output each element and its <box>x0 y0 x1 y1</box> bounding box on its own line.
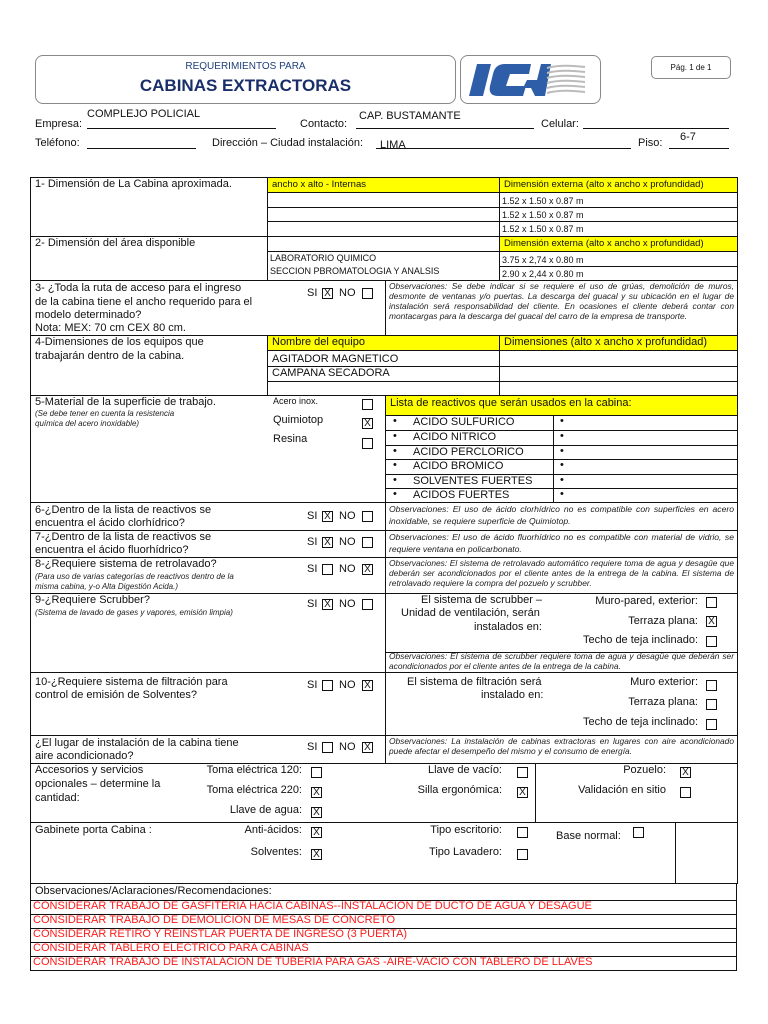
reactivo-item[interactable]: ACIDO SULFURICO <box>413 416 515 428</box>
q10-option-label: Muro exterior: <box>630 676 698 688</box>
q9-install-text: Unidad de ventilación, serán <box>401 607 540 619</box>
contacto-label: Contacto: <box>300 118 348 130</box>
q11-si-label: SI <box>307 741 318 753</box>
acc-label: Accesorios y servicios <box>35 764 144 776</box>
q10-checkbox-muro[interactable] <box>706 680 717 691</box>
q9-checkbox-terraza[interactable]: X <box>706 616 717 627</box>
q5-note: (Se debe tener en cuenta la resistencia <box>35 409 175 418</box>
q3-label: de la cabina tiene el ancho requerido para el <box>35 296 253 308</box>
acc-label: opcionales – determine la <box>35 778 161 790</box>
q2-external-header: Dimensión externa (alto x ancho x profundidad) <box>499 236 738 252</box>
q10-install-text: El sistema de filtración será <box>407 676 542 688</box>
q9-option-label: Techo de teja inclinado: <box>583 634 698 646</box>
gab-checkbox-escritorio[interactable] <box>517 827 528 838</box>
q5-label: 5-Material de la superficie de trabajo. <box>35 396 216 408</box>
q3-no-checkbox[interactable] <box>362 288 373 299</box>
gab-checkbox-solventes[interactable]: X <box>311 849 322 860</box>
q9-checkbox-muro[interactable] <box>706 597 717 608</box>
q4-equipment[interactable]: CAMPANA SECADORA <box>272 367 390 379</box>
q1-dim[interactable]: 1.52 x 1.50 x 0.87 m <box>502 210 584 220</box>
acc-label: cantidad: <box>35 792 80 804</box>
gab-item-label: Anti-ácidos: <box>244 824 302 836</box>
q9-option-label: Muro-pared, exterior: <box>595 595 698 607</box>
contacto-line <box>356 128 534 129</box>
reactivo-bullet: • <box>393 415 397 427</box>
acc-checkbox-silla[interactable]: X <box>517 787 528 798</box>
divider <box>267 207 738 208</box>
empresa-field[interactable]: COMPLEJO POLICIAL <box>87 108 201 120</box>
q10-label: 10-¿Requiere sistema de filtración para <box>35 676 228 688</box>
q4-label: 4-Dimensiones de los equipos que <box>35 336 204 348</box>
q7-no-label: NO <box>339 536 356 548</box>
celular-field[interactable] <box>583 128 729 129</box>
divider <box>499 350 500 395</box>
q4-equipment[interactable]: AGITADOR MAGNETICO <box>272 353 399 365</box>
q1-dim[interactable]: 1.52 x 1.50 x 0.87 m <box>502 224 584 234</box>
q5-option-label: Quimiotop <box>273 414 324 426</box>
celular-label: Celular: <box>541 118 579 130</box>
q7-observations: Observaciones: El uso de ácido fluorhídrico no es compatible con material de vidrio, se requiere ventana en policarbonato. <box>389 532 734 554</box>
q8-si-label: SI <box>307 563 318 575</box>
q5-option-label: Acero inox. <box>273 396 319 406</box>
q9-option-label: Terraza plana: <box>628 615 698 627</box>
q9-no-label: NO <box>339 598 356 610</box>
q10-option-label: Terraza plana: <box>628 696 698 708</box>
divider <box>30 822 738 823</box>
q10-no-checkbox[interactable]: X <box>362 680 373 691</box>
reactivo-bullet: • <box>560 430 564 442</box>
observation-line[interactable]: CONSIDERAR TABLERO ELECTRICO PARA CABINAS <box>33 942 309 954</box>
q10-option-label: Techo de teja inclinado: <box>583 716 698 728</box>
q10-si-checkbox[interactable] <box>322 680 333 691</box>
reactivo-bullet: • <box>560 459 564 471</box>
q5-checkbox-resina[interactable] <box>362 438 373 449</box>
observations-title: Observaciones/Aclaraciones/Recomendaciones: <box>35 885 272 897</box>
reactivo-bullet: • <box>393 488 397 500</box>
q4-equipment-header: Nombre del equipo <box>267 335 500 351</box>
q2-area-name[interactable]: SECCION PBROMATOLOGIA Y ANALSIS <box>270 266 440 276</box>
q6-si-label: SI <box>307 510 318 522</box>
observation-line[interactable]: CONSIDERAR TRABAJO DE DEMOLICION DE MESAS DE CONCRETO <box>33 914 396 926</box>
q9-observations: Observaciones: El sistema de scrubber requiere toma de agua y desagüe que deberán ser acondicionados por el cliente antes de la entrega de la cabina. <box>389 652 734 671</box>
acc-checkbox-toma220[interactable]: X <box>311 787 322 798</box>
divider <box>267 350 268 395</box>
divider <box>675 822 676 884</box>
q1-dim[interactable]: 1.52 x 1.50 x 0.87 m <box>502 196 584 206</box>
acc-item-label: Pozuelo: <box>623 764 666 776</box>
q9-no-checkbox[interactable] <box>362 599 373 610</box>
reactivo-bullet: • <box>560 445 564 457</box>
q6-label: 6-¿Dentro de la lista de reactivos se <box>35 504 212 516</box>
divider <box>267 251 499 252</box>
acc-checkbox-llave-agua[interactable]: X <box>311 807 322 818</box>
reactivo-item[interactable]: ACIDOS FUERTES <box>413 489 510 501</box>
q7-si-checkbox[interactable]: X <box>322 537 333 548</box>
q1-internal-header: ancho x alto - Internas <box>267 177 500 193</box>
q6-no-label: NO <box>339 510 356 522</box>
q2-area-dim[interactable]: 2.90 x 2,44 x 0.80 m <box>502 269 584 279</box>
piso-label: Piso: <box>638 137 663 149</box>
direccion-field[interactable]: LIMA <box>380 139 406 151</box>
divider <box>267 192 268 236</box>
gab-item-label: Solventes: <box>250 846 302 858</box>
q3-no-label: NO <box>339 287 356 299</box>
q9-si-checkbox[interactable]: X <box>322 599 333 610</box>
reactivo-bullet: • <box>560 488 564 500</box>
reactivo-item[interactable]: ACIDO NITRICO <box>413 431 497 443</box>
q8-no-checkbox[interactable]: X <box>362 564 373 575</box>
empresa-label: Empresa: <box>35 118 83 130</box>
q9-checkbox-techo[interactable] <box>706 636 717 647</box>
q5-note: química del acero inoxidable) <box>35 419 140 428</box>
acc-checkbox-pozuelo[interactable]: X <box>680 767 691 778</box>
q5-checkbox-acero[interactable] <box>362 399 373 410</box>
q5-option-label: Resina <box>273 433 308 445</box>
q9-install-text: instalados en: <box>474 621 542 633</box>
divider <box>30 672 738 673</box>
q9-si-label: SI <box>307 598 318 610</box>
gab-item-label: Base normal: <box>556 830 621 842</box>
divider <box>499 192 500 236</box>
q7-si-label: SI <box>307 536 318 548</box>
q9-label: 9-¿Requiere Scrubber? <box>35 594 150 606</box>
q6-observations: Observaciones: El uso de ácido clorhídrico no es compatible con superficies en acero inoxidable, se requiere superficie de Quimiotop. <box>389 504 734 526</box>
q11-observations: Observaciones: La instalación de cabinas extractoras en lugares con aire acondicionado puede afectar el desempeño del mismo y el consumo de energía. <box>389 736 734 756</box>
direccion-line <box>376 148 631 149</box>
divider <box>553 415 554 502</box>
q6-si-checkbox[interactable]: X <box>322 511 333 522</box>
divider <box>535 763 536 822</box>
subtitle: REQUERIMIENTOS PARA <box>185 61 306 72</box>
q5-checkbox-quimiotop[interactable]: X <box>362 418 373 429</box>
observation-line[interactable]: CONSIDERAR TRABAJO DE GASFITERIA HACIA CABINAS--INSTALACION DE DUCTO DE AGUA Y DESAGUE <box>33 900 592 912</box>
gab-checkbox-antiacidos[interactable]: X <box>311 827 322 838</box>
divider <box>499 266 738 267</box>
acc-item-label: Llave de vacío: <box>428 764 502 776</box>
gab-checkbox-base-normal[interactable] <box>633 827 644 838</box>
q10-no-label: NO <box>339 679 356 691</box>
q3-si-checkbox[interactable]: X <box>322 288 333 299</box>
direccion-label: Dirección – Ciudad instalación: <box>212 137 364 149</box>
reactivo-bullet: • <box>393 430 397 442</box>
q8-note: misma cabina, y-o Alta Digestión Acida.) <box>35 582 179 591</box>
q6-no-checkbox[interactable] <box>362 511 373 522</box>
acc-checkbox-toma120[interactable] <box>311 767 322 778</box>
q10-checkbox-terraza[interactable] <box>706 699 717 710</box>
telefono-field[interactable] <box>87 148 196 149</box>
logo-box <box>460 55 601 104</box>
divider <box>267 221 738 222</box>
acc-item-label: Toma eléctrica 120: <box>206 764 302 776</box>
gab-item-label: Tipo Lavadero: <box>429 846 502 858</box>
observation-line[interactable]: CONSIDERAR RETIRO Y REINSTLAR PUERTA DE INGRESO (3 PUERTA) <box>33 928 408 940</box>
q6-label: encuentra el ácido clorhídrico? <box>35 517 185 529</box>
q8-label: 8-¿Requiere sistema de retrolavado? <box>35 558 217 570</box>
acc-checkbox-llave-vacio[interactable] <box>517 767 528 778</box>
divider <box>267 381 738 382</box>
q10-label: control de emisión de Solventes? <box>35 689 198 701</box>
observation-line[interactable]: CONSIDERAR TRABAJO DE INSTALACION DE TUBERIA PARA GAS -AIRE-VACIO CON TABLERO DE LLAVES <box>33 956 593 968</box>
gab-item-label: Tipo escritorio: <box>430 824 502 836</box>
q3-label: 3- ¿Toda la ruta de acceso para el ingreso <box>35 282 242 294</box>
acc-item-label: Validación en sitio <box>578 784 666 796</box>
q8-observations: Observaciones: El sistema de retrolavado automático requiere toma de agua y desagüe que deberán ser acondicionados por el cliente antes de la entrega de la cabina. El sistema de retrolavado requiere la compra del pozuelo y scrubber. <box>389 558 734 588</box>
reactivo-bullet: • <box>393 459 397 471</box>
q4-dimensions-header: Dimensiones (alto x ancho x profundidad) <box>499 335 738 351</box>
q9-note: (Sistema de lavado de gases y vapores, emisión limpia) <box>35 608 233 617</box>
gab-checkbox-lavadero[interactable] <box>517 849 528 860</box>
contacto-field[interactable]: CAP. BUSTAMANTE <box>359 110 461 122</box>
acc-item-label: Silla ergonómica: <box>417 784 502 796</box>
acc-item-label: Llave de agua: <box>229 804 302 816</box>
q2-area-dim[interactable]: 3.75 x 2,74 x 0.80 m <box>502 255 584 265</box>
acc-item-label: Toma eléctrica 220: <box>206 784 302 796</box>
acc-checkbox-validacion[interactable] <box>680 787 691 798</box>
reactivo-item[interactable]: SOLVENTES FUERTES <box>413 475 533 487</box>
q11-no-checkbox[interactable]: X <box>362 742 373 753</box>
q8-note: (Para uso de varias categorías de reactivos dentro de la <box>35 572 234 581</box>
q10-install-text: instalado en: <box>481 689 544 701</box>
q1-external-header: Dimensión externa (alto x ancho x profundidad) <box>499 177 738 193</box>
q9-install-text: El sistema de scrubber – <box>421 594 543 606</box>
q7-no-checkbox[interactable] <box>362 537 373 548</box>
page-number: Pág. 1 de 1 <box>651 56 731 79</box>
divider <box>267 236 268 280</box>
q2-area-name[interactable]: LABORATORIO QUIMICO <box>270 253 377 263</box>
q4-label: trabajarán dentro de la cabina. <box>35 350 185 362</box>
q11-label: ¿El lugar de instalación de la cabina tiene <box>35 737 239 749</box>
q1-label: 1- Dimensión de La Cabina aproximada. <box>35 178 232 190</box>
q8-no-label: NO <box>339 563 356 575</box>
q3-note: Nota: MEX: 70 cm CEX 80 cm. <box>35 322 186 334</box>
q3-observations: Observaciones: Se debe indicar si se requiere el uso de grúas, demolición de muros, desmonte de ventanas y/o puertas. La descarga del guacal y su ubicación en el lugar de instalación será responsabilidad del cliente. En ocasiones el cliente deberá contar con montacargas para la descarga del guacal del carro de la empresa de transporte. <box>389 281 734 321</box>
ica-logo-icon <box>461 56 600 103</box>
q11-si-checkbox[interactable] <box>322 742 333 753</box>
reactivo-bullet: • <box>560 474 564 486</box>
q11-label: aire acondicionado? <box>35 750 134 762</box>
q10-si-label: SI <box>307 679 318 691</box>
q7-label: encuentra el ácido fluorhídrico? <box>35 544 189 556</box>
reactivo-bullet: • <box>393 445 397 457</box>
gab-label: Gabinete porta Cabina : <box>35 824 152 836</box>
reactivo-bullet: • <box>560 415 564 427</box>
reactivo-item[interactable]: ACIDO PERCLORICO <box>413 446 524 458</box>
reactivo-item[interactable]: ACIDO BROMICO <box>413 460 504 472</box>
q3-si-label: SI <box>307 287 318 299</box>
q2-label: 2- Dimensión del área disponible <box>35 237 196 249</box>
piso-field[interactable]: 6-7 <box>680 131 696 143</box>
q8-si-checkbox[interactable] <box>322 564 333 575</box>
reactivos-header: Lista de reactivos que serán usados en la cabina: <box>385 395 738 416</box>
piso-line <box>669 148 729 149</box>
telefono-label: Teléfono: <box>35 137 80 149</box>
reactivo-bullet: • <box>393 474 397 486</box>
q11-no-label: NO <box>339 741 356 753</box>
q3-label: modelo determinado? <box>35 309 142 321</box>
q10-checkbox-techo[interactable] <box>706 719 717 730</box>
page-title: CABINAS EXTRACTORAS <box>139 76 352 95</box>
q7-label: 7-¿Dentro de la lista de reactivos se <box>35 531 212 543</box>
empresa-line <box>87 128 276 129</box>
